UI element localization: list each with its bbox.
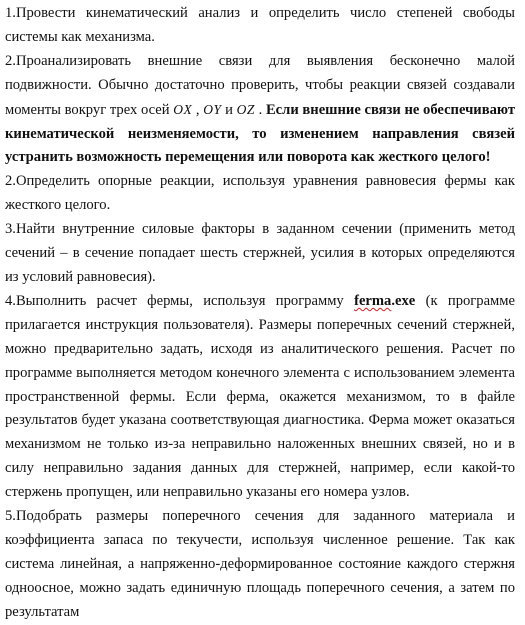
separator-text: . — [254, 101, 266, 118]
separator-text: , — [192, 101, 204, 118]
paragraph-text: 1.Провести кинематический анализ и определить число степеней свободы системы как механизма. — [5, 5, 515, 45]
spellcheck-underlined-word: ferma — [354, 292, 392, 309]
paragraph-text: (к программе прилагается инструкция пользователя). Размеры поперечных сечений стержней, можно предварительно задать, исходя из аналитического решения. Расчет по программе выполняется методом конечного элемента с использованием элемента пространственной фермы. Если ферма, окажется механизмом, то в файле результатов будет указана соответствующая диагностика. Ферма может оказаться механизмом не только из-за неправильно наложенных внешних связей, но и в силу неправильно задания данных для стержней, например, если какой-то стержень пропущен, или неправильно указаны его номера узлов. — [5, 292, 516, 501]
paragraph-step-2-constraints — [5, 50, 515, 171]
paragraph-text: 5.Подобрать размеры поперечного сечения для заданного материала и коэффициента запаса по текучести, используя численное решение. Так как система линейная, а напряженно-деформированное состояние каждого стержня одноосное, можно задать единичную площадь поперечного сечения, а затем по результатам — [5, 508, 515, 620]
program-extension: .exe — [391, 292, 416, 309]
paragraph-text: 4.Выполнить расчет фермы, используя программу — [5, 292, 355, 309]
paragraph-step-1 — [5, 2, 515, 50]
paragraph-step-2-reactions — [5, 170, 515, 218]
bold-warning-text: Если внешние связи не обеспечивают кинематической неизменяемости, то изменением направления связей устранить возможность перемещения или поворота как жесткого целого! — [5, 101, 516, 166]
paragraph-step-5 — [5, 505, 515, 625]
paragraph-step-4 — [5, 290, 515, 505]
paragraph-text: 3.Найти внутренние силовые факторы в заданном сечении (применить метод сечений – в сечение попадает шесть стержней, усилия в которых определяются из условий равновесия). — [5, 221, 515, 285]
axis-ox-label: OX — [173, 101, 193, 117]
document-page — [5, 2, 515, 625]
separator-text: и — [221, 101, 237, 118]
axis-oz-label: OZ — [236, 101, 255, 117]
paragraph-text: 2.Проанализировать внешние связи для выявления бесконечно малой подвижности. Обычно достаточно проверить, чтобы реакции связей создавали моменты вокруг трех осей — [5, 52, 515, 118]
paragraph-text: 2.Определить опорные реакции, используя уравнения равновесия фермы как жесткого целого. — [5, 173, 515, 214]
program-name — [354, 293, 415, 309]
paragraph-step-3 — [5, 218, 515, 290]
axis-oy-label: OY — [203, 101, 222, 117]
